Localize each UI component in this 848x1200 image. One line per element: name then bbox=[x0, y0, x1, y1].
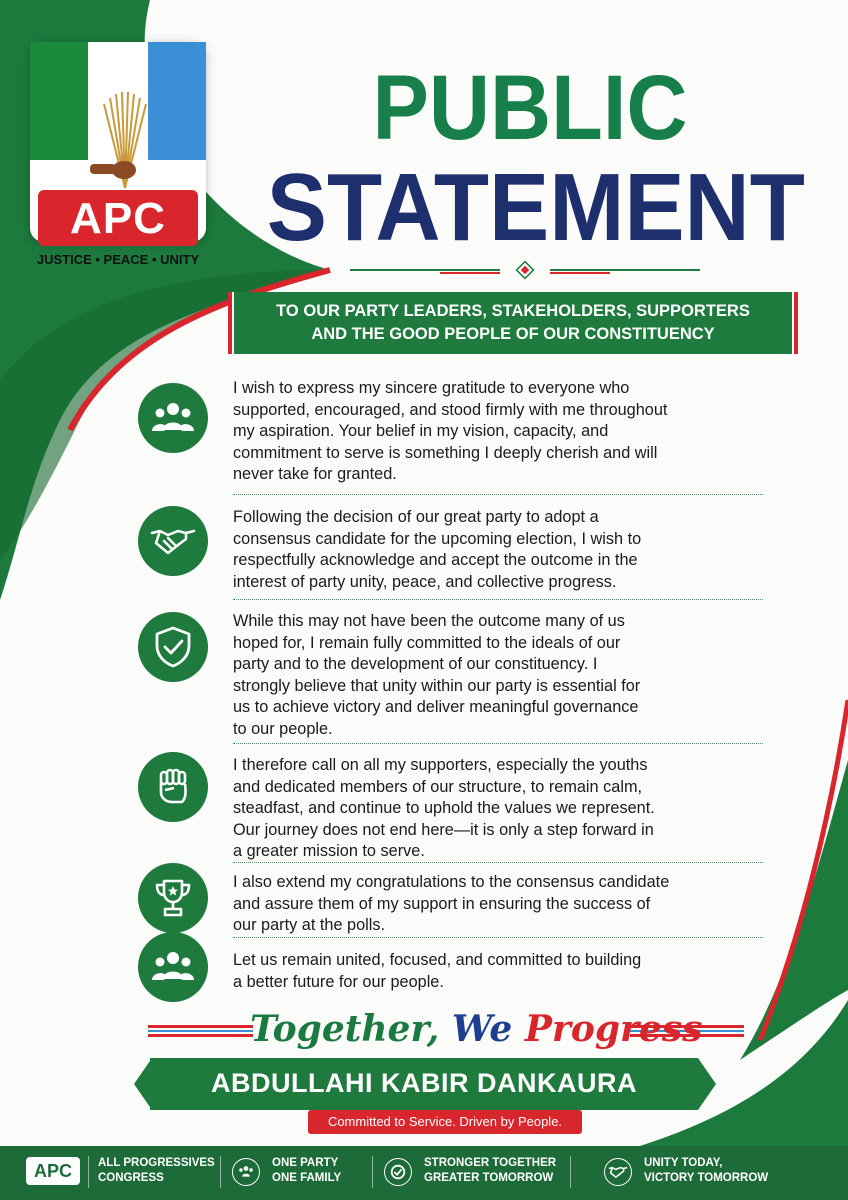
statement-6-line: a better future for our people. bbox=[233, 972, 444, 991]
trophy-icon bbox=[138, 863, 208, 933]
tagline-badge: Committed to Service. Driven by People. bbox=[308, 1110, 582, 1134]
statement-4 bbox=[233, 755, 773, 863]
divider bbox=[233, 599, 763, 600]
banner-line-2: AND THE GOOD PEOPLE OF OUR CONSTITUENCY bbox=[311, 325, 715, 343]
slogan-part-1: Together, bbox=[250, 1008, 452, 1050]
title-ornament bbox=[350, 262, 700, 278]
footer-line: STRONGER TOGETHER bbox=[424, 1157, 557, 1169]
footer-bar bbox=[0, 1146, 848, 1200]
divider bbox=[233, 743, 763, 744]
footer-divider bbox=[372, 1156, 373, 1188]
footer-line: VICTORY TOMORROW bbox=[644, 1172, 769, 1184]
statement-1-line: never take for granted. bbox=[233, 465, 397, 483]
statement-1-line: my aspiration. Your belief in my vision, capacity, and bbox=[233, 422, 609, 440]
title-line-2: STATEMENT bbox=[266, 154, 805, 261]
handshake-icon bbox=[138, 506, 208, 576]
target-check-icon bbox=[384, 1158, 412, 1186]
statement-2-line: consensus candidate for the upcoming election, I wish to bbox=[233, 529, 642, 548]
group-icon bbox=[232, 1158, 260, 1186]
name-bar-wing-right bbox=[698, 1058, 716, 1110]
statement-4-line: steadfast, and continue to uphold the values we represent. bbox=[233, 799, 655, 817]
statement-1-line: commitment to serve is something I deeply cherish and will bbox=[233, 443, 658, 462]
statement-3-line: to our people. bbox=[233, 719, 333, 738]
handshake-icon bbox=[604, 1158, 632, 1186]
divider bbox=[233, 494, 763, 495]
footer-line: ONE PARTY bbox=[272, 1157, 339, 1169]
statement-4-line: Our journey does not end here—it is only a step forward in bbox=[233, 820, 654, 839]
title-line-1: PUBLIC bbox=[372, 57, 688, 159]
statement-4-line: a greater mission to serve. bbox=[233, 842, 425, 860]
statement-1-line: supported, encouraged, and stood firmly with me throughout bbox=[233, 400, 668, 419]
divider bbox=[233, 937, 763, 938]
slogan bbox=[250, 1006, 703, 1052]
divider bbox=[233, 862, 763, 863]
footer-divider bbox=[570, 1156, 571, 1188]
statement-3-line: party and to the development of our constituency. I bbox=[233, 655, 598, 673]
apc-logo bbox=[30, 42, 206, 267]
footer-item-family bbox=[272, 1156, 341, 1186]
footer-item-stronger bbox=[424, 1156, 556, 1186]
statement-4-line: and dedicated members of our structure, to remain calm, bbox=[233, 777, 643, 796]
statement-1 bbox=[233, 378, 773, 486]
group-icon bbox=[138, 932, 208, 1002]
statement-6-line: Let us remain united, focused, and committed to building bbox=[233, 951, 642, 969]
logo-abbr: APC bbox=[70, 194, 166, 243]
statement-3-line: hoped for, I remain fully committed to the ideals of our bbox=[233, 633, 621, 652]
footer-line: GREATER TOMORROW bbox=[424, 1172, 554, 1184]
shield-check-icon bbox=[138, 612, 208, 682]
statement-5-line: and assure them of my support in ensuring the success of bbox=[233, 894, 651, 913]
statement-1-line: I wish to express my sincere gratitude to everyone who bbox=[233, 379, 630, 397]
candidate-name: ABDULLAHI KABIR DANKAURA bbox=[211, 1068, 637, 1098]
statement-2-line: interest of party unity, peace, and collective progress. bbox=[233, 572, 617, 591]
footer-apc-logo: APC bbox=[26, 1157, 80, 1185]
footer-line: ALL PROGRESSIVES bbox=[98, 1157, 215, 1169]
footer-line: ONE FAMILY bbox=[272, 1172, 342, 1184]
statement-2 bbox=[233, 507, 773, 593]
raised-fist-icon bbox=[138, 752, 208, 822]
slogan-part-2: We bbox=[451, 1008, 525, 1050]
statement-3-line: While this may not have been the outcome many of us bbox=[233, 612, 625, 630]
footer-divider bbox=[220, 1156, 221, 1188]
slogan-stripes-left bbox=[148, 1024, 253, 1038]
audience-banner bbox=[228, 292, 798, 354]
statement-3-line: strongly believe that unity within our party is essential for bbox=[233, 676, 641, 695]
logo-motto: JUSTICE • PEACE • UNITY bbox=[36, 252, 200, 267]
footer-line: UNITY TODAY, bbox=[644, 1157, 723, 1169]
slogan-part-3: Progress bbox=[524, 1008, 703, 1050]
statement-3 bbox=[233, 611, 773, 740]
banner-line-1: TO OUR PARTY LEADERS, STAKEHOLDERS, SUPPORTERS bbox=[276, 302, 750, 320]
broom-icon bbox=[90, 78, 160, 198]
statement-5-line: our party at the polls. bbox=[233, 916, 386, 934]
group-icon bbox=[138, 383, 208, 453]
statement-3-line: us to achieve victory and deliver meaningful governance bbox=[233, 698, 639, 716]
statement-2-line: respectfully acknowledge and accept the outcome in the bbox=[233, 551, 638, 569]
statement-6 bbox=[233, 950, 773, 993]
footer-item-party bbox=[98, 1156, 215, 1186]
statement-2-line: Following the decision of our great party to adopt a bbox=[233, 508, 599, 526]
statement-4-line: I therefore call on all my supporters, especially the youths bbox=[233, 756, 648, 774]
statement-5 bbox=[233, 872, 773, 937]
statement-5-line: I also extend my congratulations to the consensus candidate bbox=[233, 873, 670, 891]
footer-divider bbox=[88, 1156, 89, 1188]
footer-line: CONGRESS bbox=[98, 1172, 164, 1184]
footer-item-unity bbox=[644, 1156, 768, 1186]
